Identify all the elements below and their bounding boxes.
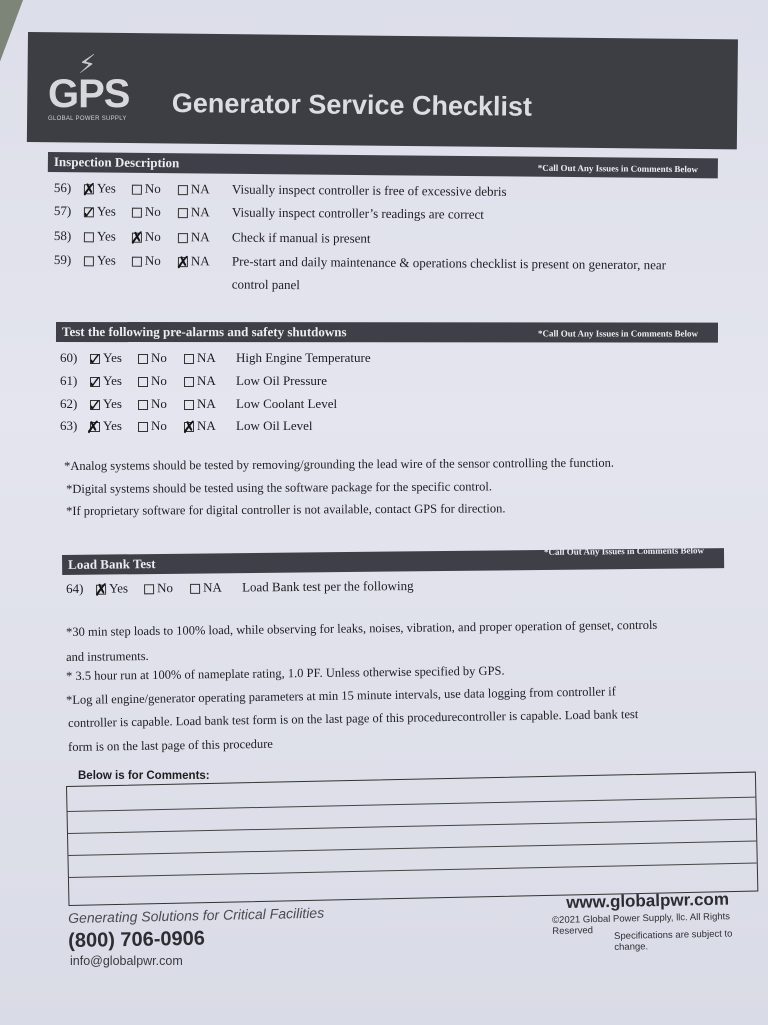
lightning-bolt-icon: ⚡ [78,50,97,80]
no-checkbox[interactable] [138,400,148,410]
no-option[interactable]: No [132,204,161,220]
no-checkbox[interactable] [138,422,148,432]
item-description: Check if manual is present [231,229,371,246]
item-number: 57) [53,203,72,219]
item-description: Visually inspect controller is free of excessive debris [231,181,507,199]
loadbank-note-2: and instruments. [66,648,149,664]
inspection-heading: Inspection Description [53,154,180,171]
no-option[interactable]: No [138,350,167,366]
footer-spec-note: Specifications are subject to change. [614,928,733,953]
na-option[interactable]: NA [178,229,210,245]
yes-option[interactable]: Yes [84,228,116,244]
item-number: 60) [60,350,78,365]
na-option[interactable]: NA [178,181,210,197]
scribble-mark-icon: ✗ [86,418,101,438]
check-mark-icon: ✗ [175,253,191,274]
comments-label: Below is for Comments: [78,770,210,782]
page-title: Generator Service Checklist [171,88,533,122]
prealarms-note: *Call Out Any Issues in Comments Below [537,328,698,339]
na-option[interactable]: NA [184,373,216,389]
loadbank-note-3: * 3.5 hour run at 100% of nameplate rating, 1.0 PF. Unless otherwise specified by GPS. [66,663,505,683]
no-option[interactable]: No [138,396,167,412]
yes-checkbox[interactable] [84,256,94,266]
na-option[interactable]: NA [184,396,216,412]
item-number: 61) [60,373,78,388]
yes-option[interactable]: Yes [90,418,122,434]
prealarms-section-header [56,322,718,343]
yes-option[interactable]: Yes [84,252,116,268]
logo-text: GPS [48,72,130,116]
na-checkbox[interactable] [184,400,194,410]
no-option[interactable]: No [132,253,161,269]
item-number: 62) [60,396,78,411]
footer-phone: (800) 706-0906 [68,927,206,952]
no-checkbox[interactable] [138,354,148,364]
check-mark-icon: ✓ [81,203,97,224]
na-checkbox[interactable] [184,354,194,364]
loadbank-note-4: *Log all engine/generator operating parameters at min 15 minute intervals, use data logging from controller if [66,684,616,707]
na-checkbox[interactable] [178,208,188,218]
check-mark-icon: ✓ [88,373,103,393]
comment-line[interactable] [69,863,757,878]
prealarms-note-1: *Analog systems should be tested by removing/grounding the lead wire of the sensor controlling the function. [64,455,614,473]
no-checkbox[interactable] [144,584,154,594]
yes-checkbox[interactable] [84,232,94,242]
no-checkbox[interactable] [132,185,142,195]
no-checkbox[interactable] [132,257,142,267]
prealarms-note-2: *Digital systems should be tested using the software package for the specific control. [66,479,493,496]
check-mark-icon: ✗ [93,580,109,601]
item-description: Low Oil Pressure [236,373,327,388]
item-description: Load Bank test per the following [241,577,414,595]
na-option[interactable]: NA [190,580,222,596]
na-checkbox[interactable] [178,185,188,195]
loadbank-note: *Call Out Any Issues in Comments Below [543,545,705,557]
no-checkbox[interactable] [138,377,148,387]
item-description: Pre-start and daily maintenance & operations checklist is present on generator, near [231,253,667,273]
no-option[interactable]: No [138,373,167,389]
item-description: Visually inspect controller’s readings are correct [231,204,485,222]
check-mark-icon: ✗ [81,180,97,201]
na-checkbox[interactable] [190,584,200,594]
loadbank-note-6: form is on the last page of this procedure [68,736,274,754]
check-mark-icon: ✗ [129,228,145,249]
na-option[interactable]: NA [178,253,210,269]
footer-tagline: Generating Solutions for Critical Facilities [68,904,325,926]
item-number: 63) [60,418,78,433]
loadbank-heading: Load Bank Test [68,556,156,572]
yes-option[interactable]: Yes [90,373,122,389]
comment-line[interactable] [68,797,756,812]
no-option[interactable]: No [138,418,167,434]
inspection-note: *Call Out Any Issues in Comments Below [537,162,698,175]
item-number: 59) [53,252,72,268]
yes-option[interactable]: Yes [90,396,122,412]
comment-line[interactable] [68,841,756,856]
no-checkbox[interactable] [132,208,142,218]
item-description-continued: control panel [231,276,301,293]
comment-line[interactable] [68,819,756,834]
gps-logo [48,74,138,120]
yes-option[interactable]: Yes [96,580,128,596]
item-number: 58) [53,228,72,244]
item-description: High Engine Temperature [236,350,371,365]
footer-copyright: ©2021 Global Power Supply, llc. All Rights Reserved [552,911,731,937]
na-checkbox[interactable] [184,377,194,387]
logo-subtext: GLOBAL POWER SUPPLY [48,116,127,122]
item-description: Low Oil Level [236,418,313,433]
yes-option[interactable]: Yes [84,180,116,196]
footer-website: www.globalpwr.com [566,889,730,912]
loadbank-note-5: controller is capable. Load bank test form is on the last page of this procedurecontroller is capable. Load bank test [68,707,639,730]
comments-area[interactable] [66,772,758,906]
prealarms-heading: Test the following pre-alarms and safety shutdowns [61,324,347,340]
no-option[interactable]: No [144,580,173,596]
yes-option[interactable]: Yes [90,350,122,366]
prealarms-note-3: *If proprietary software for digital controller is not available, contact GPS for direction. [66,501,506,518]
item-description: Low Coolant Level [236,396,338,411]
yes-option[interactable]: Yes [84,203,116,219]
check-mark-icon: ✗ [182,418,197,438]
na-checkbox[interactable] [178,233,188,243]
item-number: 56) [53,180,72,196]
no-option[interactable]: No [132,229,161,245]
na-option[interactable]: NA [178,204,210,220]
item-number: 64) [66,580,84,596]
loadbank-note-1: *30 min step loads to 100% load, while observing for leaks, noises, vibration, and proper operation of genset, controls [66,617,658,639]
na-option[interactable]: NA [184,418,216,434]
no-option[interactable]: No [132,181,161,197]
check-mark-icon: ✓ [88,396,103,416]
footer-email: info@globalpwr.com [70,954,183,968]
na-option[interactable]: NA [184,350,216,366]
check-mark-icon: ✓ [88,350,103,370]
